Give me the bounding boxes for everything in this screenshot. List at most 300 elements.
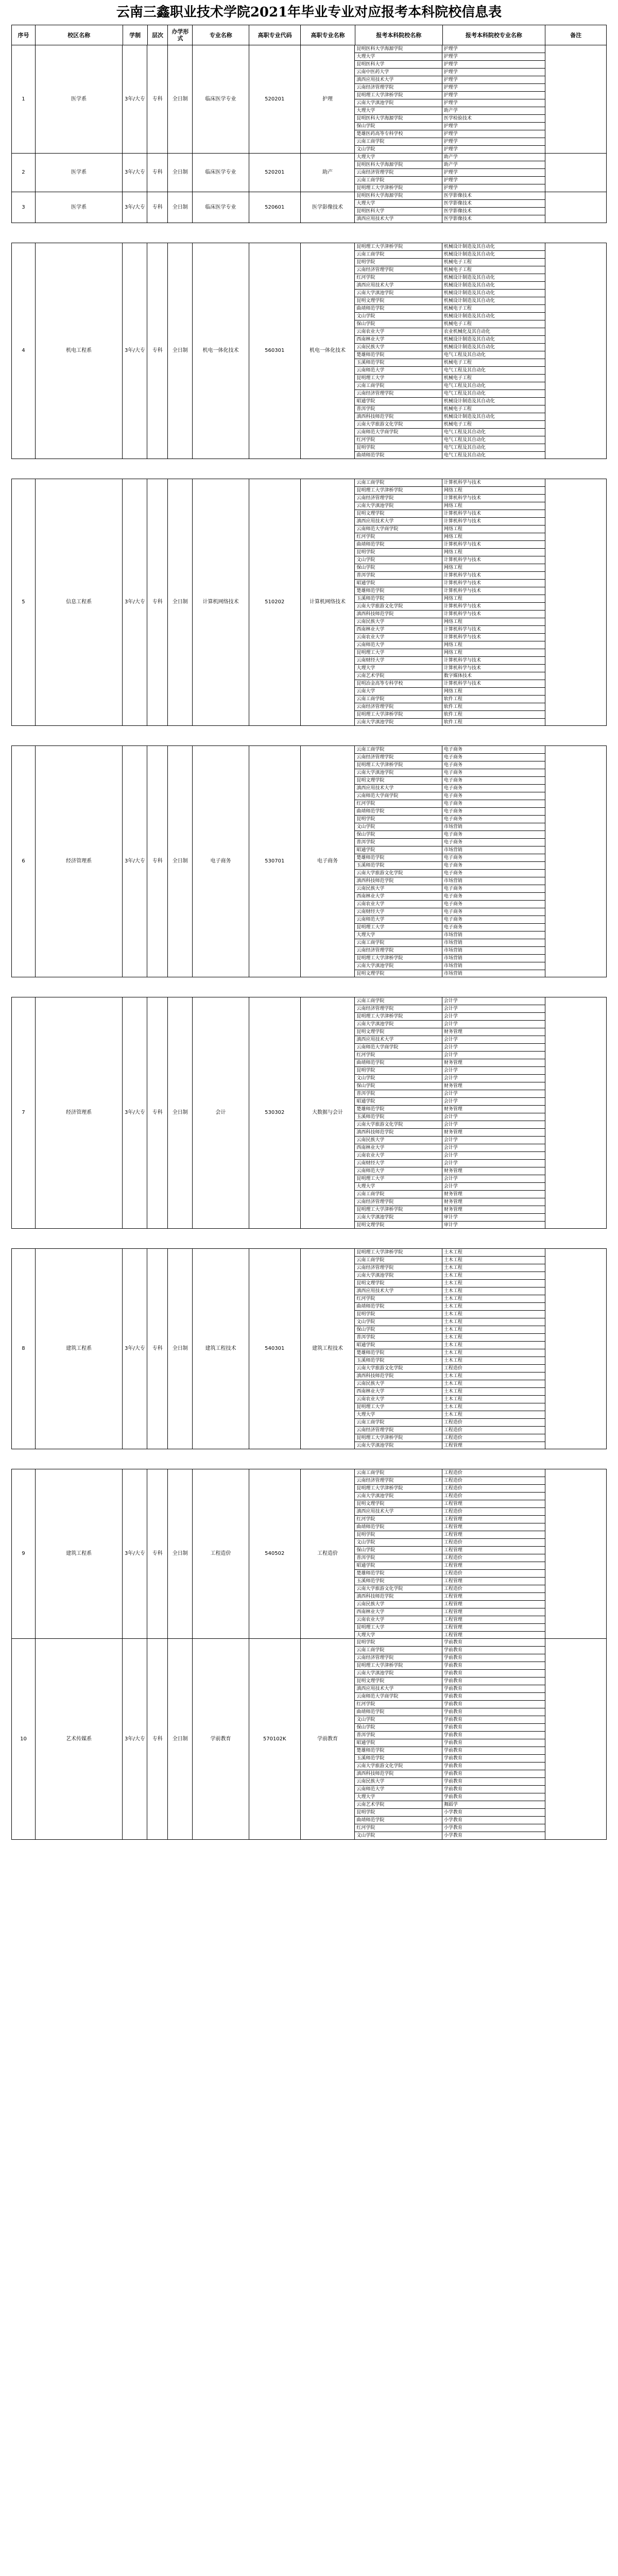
university-name: 玉溪师范学院 [355, 1113, 442, 1121]
university-major: 会计学 [443, 1176, 458, 1181]
university-major: 舞蹈学 [443, 1802, 458, 1807]
university-major: 工程造价 [443, 1478, 462, 1483]
university-name: 云南大学旅游文化学院 [355, 1762, 442, 1770]
table-row-group [11, 45, 607, 154]
university-major: 审计学 [443, 1223, 458, 1228]
table-row [355, 1624, 545, 1632]
university-major: 机械设计制造及其自动化 [443, 244, 495, 249]
table-row [355, 893, 545, 901]
table-row [355, 580, 545, 587]
table-row [355, 641, 545, 649]
table-row [355, 1500, 545, 1508]
university-major: 网络工程 [443, 527, 462, 532]
table-row [355, 1144, 545, 1152]
university-name: 云南农业大学 [355, 634, 442, 641]
table-row [355, 1372, 545, 1380]
table-row [355, 1052, 545, 1059]
university-major: 电子商务 [443, 925, 462, 930]
table-row [355, 1616, 545, 1624]
university-name: 玉溪师范学院 [355, 595, 442, 602]
university-name: 云南大学滇池学院 [355, 1493, 442, 1500]
university-name: 保山学院 [355, 1082, 442, 1090]
university-name: 滇西应用技术大学 [355, 1287, 442, 1295]
table-row [355, 161, 545, 169]
table-row [355, 1365, 545, 1372]
university-major: 土木工程 [443, 1412, 462, 1417]
university-major: 土木工程 [443, 1343, 462, 1348]
university-major: 市场营销 [443, 948, 462, 953]
university-name: 云南经济管理学院 [355, 1005, 442, 1012]
table-row [355, 1531, 545, 1539]
study-form: 全日制 [168, 1639, 193, 1839]
table-row [355, 1516, 545, 1523]
university-major: 工程管理 [443, 1532, 462, 1537]
university-name: 云南师范大学 [355, 367, 442, 374]
table-row [355, 955, 545, 962]
university-major: 会计学 [443, 1037, 458, 1042]
table-row [355, 328, 545, 336]
table-row [355, 444, 545, 452]
university-major: 电子商务 [443, 917, 462, 922]
row-number: 7 [12, 997, 36, 1228]
table-row [355, 1485, 545, 1493]
university-name: 昆明医科大学海源学院 [355, 161, 442, 168]
university-major: 学前教育 [443, 1663, 462, 1668]
table-row [355, 1419, 545, 1427]
education-level: 专科 [147, 1249, 168, 1449]
university-major: 工程管理 [443, 1563, 462, 1568]
table-row [355, 99, 545, 107]
major-code: 570102K [249, 1639, 301, 1839]
table-row [355, 76, 545, 84]
education-level: 专科 [147, 45, 168, 153]
university-major: 护理学 [443, 70, 458, 75]
university-name: 滇西科技师范学院 [355, 413, 442, 420]
university-name: 红河学院 [355, 533, 442, 540]
university-name: 玉溪师范学院 [355, 1578, 442, 1585]
university-major: 工程管理 [443, 1609, 462, 1615]
university-name: 楚雄师范学院 [355, 1349, 442, 1357]
university-major: 财务管理 [443, 1083, 462, 1089]
table-row [355, 603, 545, 611]
university-name: 云南师范大学商学院 [355, 792, 442, 800]
university-name: 云南经济管理学院 [355, 390, 442, 397]
university-major: 助产学 [443, 108, 458, 113]
table-row [355, 146, 545, 153]
university-major: 护理学 [443, 124, 458, 129]
major-name: 计算机网络技术 [193, 479, 249, 725]
table-row [355, 184, 545, 192]
table-row [355, 846, 545, 854]
table-row [355, 854, 545, 862]
table-row [355, 479, 545, 487]
table-row-group [11, 1248, 607, 1449]
university-name: 曲靖师范学院 [355, 1708, 442, 1716]
university-name: 曲靖师范学院 [355, 541, 442, 548]
university-major: 护理学 [443, 139, 458, 144]
table-row [355, 274, 545, 282]
table-row [355, 69, 545, 76]
university-name: 保山学院 [355, 320, 442, 328]
university-name: 昭通学院 [355, 846, 442, 854]
university-name: 昆明理工大学津桥学院 [355, 955, 442, 962]
table-row [355, 1318, 545, 1326]
university-major: 学前教育 [443, 1756, 462, 1761]
table-row [355, 1036, 545, 1044]
major-name: 会计 [193, 997, 249, 1228]
university-major: 网络工程 [443, 642, 462, 648]
table-row-group [11, 997, 607, 1229]
campus-name: 经济管理系 [36, 746, 123, 977]
remark-cell [545, 1249, 606, 1449]
table-row [355, 572, 545, 580]
university-name: 大理大学 [355, 154, 442, 161]
university-major: 土木工程 [443, 1296, 462, 1301]
table-row [355, 688, 545, 696]
university-major: 学前教育 [443, 1794, 462, 1800]
university-major: 工程管理 [443, 1602, 462, 1607]
education-level: 专科 [147, 1469, 168, 1638]
university-name: 云南工商学院 [355, 382, 442, 389]
university-name: 西南林业大学 [355, 1608, 442, 1616]
table-row [355, 123, 545, 130]
university-name: 大理大学 [355, 200, 442, 207]
university-name: 云南大学旅游文化学院 [355, 1365, 442, 1372]
university-name: 昭通学院 [355, 580, 442, 587]
table-row [355, 1287, 545, 1295]
university-major: 会计学 [443, 1053, 458, 1058]
university-major: 机械设计制造及其自动化 [443, 291, 495, 296]
table-row [355, 266, 545, 274]
university-name: 昆明医科大学海源学院 [355, 115, 442, 122]
university-name: 大理大学 [355, 665, 442, 672]
major-code: 540502 [249, 1469, 301, 1638]
university-major: 护理学 [443, 85, 458, 90]
sheet-gap [11, 1229, 607, 1248]
university-name: 文山学院 [355, 1075, 442, 1082]
major-code: 560301 [249, 243, 301, 459]
university-name: 文山学院 [355, 1539, 442, 1546]
table-row [355, 436, 545, 444]
university-major: 软件工程 [443, 697, 462, 702]
university-major: 学前教育 [443, 1733, 462, 1738]
university-major: 工程管理 [443, 1633, 462, 1638]
table-row [355, 1778, 545, 1786]
university-name: 云南经济管理学院 [355, 84, 442, 91]
university-major: 工程造价 [443, 1555, 462, 1561]
remark-cell [545, 243, 606, 459]
university-major: 计算机科学与技术 [443, 627, 481, 632]
university-major: 计算机科学与技术 [443, 666, 481, 671]
university-major: 机械电子工程 [443, 260, 472, 265]
table-row [355, 908, 545, 916]
table-row [355, 1167, 545, 1175]
major-code: 540301 [249, 1249, 301, 1449]
university-name: 滇西应用技术大学 [355, 518, 442, 525]
university-name: 大理大学 [355, 53, 442, 60]
university-major: 会计学 [443, 1006, 458, 1011]
table-row [355, 626, 545, 634]
university-name: 红河学院 [355, 800, 442, 807]
study-years: 3年/大专 [123, 192, 147, 223]
table-row [355, 1044, 545, 1052]
table-row [355, 154, 545, 161]
target-university-list [355, 243, 545, 459]
major-name: 工程造价 [193, 1469, 249, 1638]
university-name: 普洱学院 [355, 1334, 442, 1341]
table-row-group [11, 154, 607, 192]
major-code: 510202 [249, 479, 301, 725]
university-name: 云南工商学院 [355, 1469, 442, 1477]
university-major: 机械设计制造及其自动化 [443, 337, 495, 342]
university-name: 红河学院 [355, 274, 442, 281]
university-major: 网络工程 [443, 488, 462, 493]
university-name: 玉溪师范学院 [355, 359, 442, 366]
table-row [355, 1427, 545, 1434]
university-major: 工程管理 [443, 1548, 462, 1553]
university-major: 土木工程 [443, 1335, 462, 1340]
university-major: 网络工程 [443, 619, 462, 624]
university-major: 护理学 [443, 93, 458, 98]
table-row [355, 1539, 545, 1547]
university-major: 会计学 [443, 1114, 458, 1120]
table-row [355, 1303, 545, 1311]
university-major: 计算机科学与技术 [443, 581, 481, 586]
university-name: 昆明文理学院 [355, 510, 442, 517]
university-major: 学前教育 [443, 1640, 462, 1645]
university-major: 医学影像技术 [443, 209, 472, 214]
university-name: 红河学院 [355, 1516, 442, 1523]
university-name: 云南经济管理学院 [355, 495, 442, 502]
university-name: 云南大学滇池学院 [355, 1442, 442, 1449]
table-row [355, 533, 545, 541]
university-name: 红河学院 [355, 1824, 442, 1832]
university-name: 云南师范大学 [355, 1786, 442, 1793]
table-row [355, 1739, 545, 1747]
table-row [355, 1786, 545, 1793]
table-row [355, 1295, 545, 1303]
university-name: 云南工商学院 [355, 1191, 442, 1198]
university-major: 小学教育 [443, 1825, 462, 1831]
university-major: 会计学 [443, 1091, 458, 1096]
university-major: 电气工程及其自动化 [443, 352, 486, 358]
table-row [355, 777, 545, 785]
university-major: 工程管理 [443, 1625, 462, 1630]
table-row [355, 885, 545, 893]
university-name: 昭通学院 [355, 398, 442, 405]
university-major: 市场营销 [443, 848, 462, 853]
university-name: 西南林业大学 [355, 1144, 442, 1151]
header-cell: 序号 [12, 25, 36, 45]
header-cell: 办学形式 [168, 25, 193, 45]
university-major: 电子商务 [443, 886, 462, 891]
study-form: 全日制 [168, 1469, 193, 1638]
university-major: 护理学 [443, 131, 458, 137]
campus-name: 建筑工程系 [36, 1469, 123, 1638]
university-major: 计算机科学与技术 [443, 612, 481, 617]
table-row [355, 1059, 545, 1067]
university-major: 机械设计制造及其自动化 [443, 283, 495, 288]
university-name: 昆明文理学院 [355, 1500, 442, 1507]
university-name: 滇西应用技术大学 [355, 1685, 442, 1692]
table-row [355, 1570, 545, 1578]
university-major: 会计学 [443, 1045, 458, 1050]
table-row [355, 1403, 545, 1411]
university-name: 云南中医药大学 [355, 69, 442, 76]
university-name: 昆明理工大学 [355, 1175, 442, 1182]
university-name: 大理大学 [355, 1411, 442, 1418]
university-major: 学前教育 [443, 1787, 462, 1792]
university-name: 云南工商学院 [355, 696, 442, 703]
table-row [355, 1013, 545, 1021]
university-name: 普洱学院 [355, 839, 442, 846]
university-name: 曲靖师范学院 [355, 1523, 442, 1531]
remark-cell [545, 479, 606, 725]
university-major: 财务管理 [443, 1130, 462, 1135]
university-major: 工程造价 [443, 1486, 462, 1491]
table-row-group [11, 745, 607, 977]
table-row [355, 107, 545, 115]
table-row [355, 1793, 545, 1801]
university-major: 市场营销 [443, 956, 462, 961]
university-major: 土木工程 [443, 1312, 462, 1317]
university-name: 大理大学 [355, 1632, 442, 1639]
header-cell: 高职专业名称 [301, 25, 355, 45]
university-name: 文山学院 [355, 556, 442, 564]
university-name: 滇西科技师范学院 [355, 611, 442, 618]
table-row [355, 1028, 545, 1036]
table-row [355, 1832, 545, 1839]
university-name: 保山学院 [355, 1326, 442, 1333]
university-name: 云南大学滇池学院 [355, 1021, 442, 1028]
university-name: 云南经济管理学院 [355, 947, 442, 954]
university-major: 土木工程 [443, 1381, 462, 1386]
university-major: 电子商务 [443, 801, 462, 806]
table-row [355, 290, 545, 297]
university-name: 滇西科技师范学院 [355, 877, 442, 885]
university-name: 大理大学 [355, 1793, 442, 1801]
university-major: 学前教育 [443, 1771, 462, 1776]
table-row [355, 92, 545, 99]
table-row [355, 1762, 545, 1770]
row-number: 4 [12, 243, 36, 459]
university-major: 电子商务 [443, 747, 462, 752]
sheet-gap [11, 459, 607, 479]
university-major: 工程造价 [443, 1420, 462, 1425]
campus-name: 经济管理系 [36, 997, 123, 1228]
university-major: 工程造价 [443, 1540, 462, 1545]
study-form: 全日制 [168, 997, 193, 1228]
study-form: 全日制 [168, 45, 193, 153]
university-major: 土木工程 [443, 1265, 462, 1270]
university-major: 电子商务 [443, 762, 462, 768]
table-row [355, 1809, 545, 1817]
university-major: 计算机科学与技术 [443, 519, 481, 524]
university-name: 滇西应用技术大学 [355, 1508, 442, 1515]
header-cell: 报考本科院校名称 [355, 25, 443, 45]
university-major: 电子商务 [443, 832, 462, 837]
university-name: 昆明医科大学 [355, 208, 442, 215]
table-row [355, 703, 545, 711]
university-name: 曲靖师范学院 [355, 1059, 442, 1066]
university-major: 机械电子工程 [443, 406, 472, 412]
table-row [355, 1817, 545, 1824]
university-major: 计算机科学与技术 [443, 681, 481, 686]
university-name: 昆明学院 [355, 444, 442, 451]
table-row [355, 1708, 545, 1716]
university-name: 昆明理工大学 [355, 375, 442, 382]
university-name: 昆明理工大学津桥学院 [355, 1662, 442, 1669]
university-major: 财务管理 [443, 1192, 462, 1197]
table-row [355, 413, 545, 421]
table-row [355, 1693, 545, 1701]
table-row [355, 1175, 545, 1183]
university-major: 工程管理 [443, 1501, 462, 1506]
study-form: 全日制 [168, 1249, 193, 1449]
university-name: 云南财经大学 [355, 657, 442, 664]
university-name: 楚雄医药高等专科学校 [355, 130, 442, 138]
university-name: 文山学院 [355, 1716, 442, 1723]
university-major: 电子商务 [443, 863, 462, 868]
table-row [355, 1585, 545, 1593]
study-years: 3年/大专 [123, 1639, 147, 1839]
table-row [355, 1747, 545, 1755]
university-major: 护理学 [443, 62, 458, 67]
header-cell: 报考本科院校专业名称 [443, 25, 546, 45]
table-row [355, 611, 545, 618]
table-row [355, 549, 545, 556]
university-name: 云南艺术学院 [355, 672, 442, 680]
study-form: 全日制 [168, 192, 193, 223]
table-row [355, 1562, 545, 1570]
university-name: 云南师范大学商学院 [355, 526, 442, 533]
university-name: 云南师范大学商学院 [355, 1044, 442, 1051]
university-major: 机械电子工程 [443, 306, 472, 311]
table-row [355, 1183, 545, 1191]
university-major: 机械电子工程 [443, 360, 472, 365]
university-name: 昆明理工大学津桥学院 [355, 711, 442, 718]
university-major: 护理学 [443, 185, 458, 191]
table-row [355, 761, 545, 769]
university-name: 云南师范大学 [355, 641, 442, 649]
major-name: 学前教育 [193, 1639, 249, 1839]
university-name: 昆明学院 [355, 1639, 442, 1646]
university-name: 保山学院 [355, 564, 442, 571]
university-major: 会计学 [443, 1184, 458, 1189]
table-row [355, 1326, 545, 1334]
vocational-major-name: 建筑工程技术 [301, 1249, 355, 1449]
education-level: 专科 [147, 997, 168, 1228]
university-major: 工程造价 [443, 1470, 462, 1476]
university-major: 机械设计制造及其自动化 [443, 314, 495, 319]
university-name: 云南经济管理学院 [355, 169, 442, 176]
table-row-group [11, 192, 607, 223]
university-name: 保山学院 [355, 1724, 442, 1731]
university-major: 农业机械化及其自动化 [443, 329, 490, 334]
university-major: 护理学 [443, 147, 458, 152]
university-major: 财务管理 [443, 1060, 462, 1065]
university-major: 会计学 [443, 1076, 458, 1081]
table-row [355, 1523, 545, 1531]
vocational-major-name: 助产 [301, 154, 355, 192]
university-major: 会计学 [443, 1138, 458, 1143]
university-name: 云南大学滇池学院 [355, 962, 442, 970]
row-number: 2 [12, 154, 36, 192]
university-name: 昆明理工大学 [355, 924, 442, 931]
table-row [355, 595, 545, 603]
university-major: 小学教育 [443, 1833, 462, 1838]
university-major: 电气工程及其自动化 [443, 383, 486, 388]
